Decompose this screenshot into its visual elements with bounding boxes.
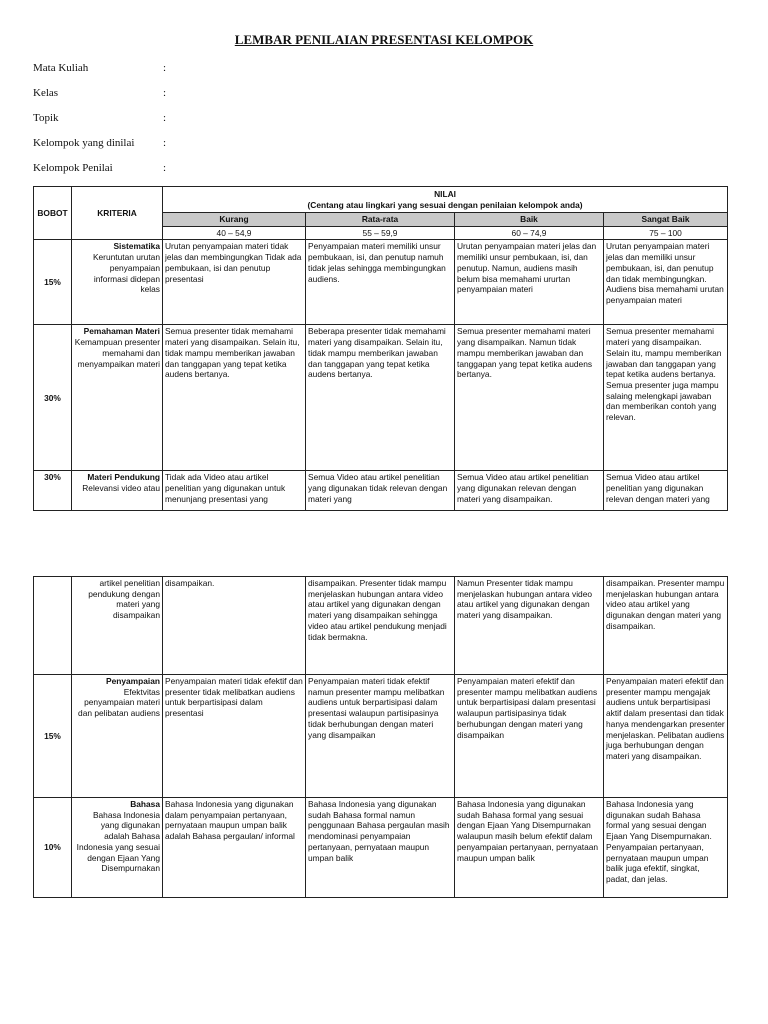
kriteria-desc: Relevansi video atau	[82, 483, 160, 494]
field-colon: :	[163, 62, 167, 74]
level-desc-cell: Bahasa Indonesia yang digunakan sudah Bahasa formal yang sesuai dengan Ejaan Yang Disempurnakan walaupun masih belum efektif dalam penyampaian pertanyaan, pernyataan maupun umpan balik	[455, 798, 604, 898]
kriteria-cell	[72, 471, 163, 511]
field-kelompok-dinilai	[33, 137, 167, 149]
kriteria-cell	[72, 240, 163, 325]
level-desc-cell: Urutan penyampaian materi jelas dan memiliki unsur pembukaan, isi, dan penutup dan tidak membingungkan. Audiens bisa memahami urutan penyampaian materi	[604, 240, 728, 325]
level-desc-cell: Beberapa presenter tidak memahami materi yang disampaikan. Selain itu, tidak mampu memberikan jawaban dan tanggapan yang tepat ketika audens bertanya.	[306, 325, 455, 471]
nilai-header	[163, 187, 728, 213]
kriteria-name: Penyampaian	[106, 676, 160, 686]
bobot-cell: 30%	[34, 471, 72, 511]
kriteria-header: KRITERIA	[72, 187, 163, 240]
table-row-materi-pendukung	[34, 471, 728, 511]
level-desc-cell: Penyampaian materi tidak efektif namun presenter mampu melibatkan audiens untuk berpartisipasi dalam presentasi walaupun partisipasinya tidak berhubungan dengan materi yang disampaikan	[306, 675, 455, 798]
table-row-bahasa	[34, 798, 728, 898]
field-colon: :	[163, 137, 167, 149]
level-desc-cell: Tidak ada Video atau artikel penelitian yang digunakan untuk menunjang presentasi yang	[163, 471, 306, 511]
page-title: LEMBAR PENILAIAN PRESENTASI KELOMPOK	[234, 32, 534, 47]
table-row-penyampaian	[34, 675, 728, 798]
level-desc-cell: disampaikan.	[163, 577, 306, 675]
field-label: Kelompok yang dinilai	[33, 137, 135, 149]
level-desc-cell: Bahasa Indonesia yang digunakan sudah Bahasa formal yang sesuai dengan Ejaan Yang Disempurnakan. Penyampaian pertanyaan, pernyataan maupun umpan balik juga efektif, singkat, padat, dan jelas.	[604, 798, 728, 898]
kriteria-name: Bahasa	[130, 799, 160, 809]
level-desc-cell: Namun Presenter tidak mampu menjelaskan hubungan antara video atau artikel yang digunakan dengan materi yang disampaikan.	[455, 577, 604, 675]
bobot-cell: 15%	[34, 240, 72, 325]
level-desc-cell: Bahasa Indonesia yang digunakan sudah Bahasa formal namun penggunaan Bahasa pergaulan masih mendominasi penyampaian pertanyaan, pernyataan maupun umpan balik	[306, 798, 455, 898]
level-range: 60 – 74,9	[455, 226, 604, 240]
level-desc-cell: Urutan penyampaian materi tidak jelas dan membingungkan Tidak ada pembukaan, isi dan penutup presentasi	[163, 240, 306, 325]
bobot-header: BOBOT	[34, 187, 72, 240]
kriteria-cell	[72, 577, 163, 675]
field-colon: :	[163, 162, 167, 174]
kriteria-desc: Kemampuan presenter memahami dan menyampaikan materi	[74, 337, 160, 369]
level-desc-cell: Penyampaian materi efektif dan presenter mampu mengajak audiens untuk berpartisipasi aktif dalam presentasi dan tidak hanya mendengarkan presenter menjelaskan. Pelibatan audiens juga berhubungan dengan materi yang disampaikan.	[604, 675, 728, 798]
field-kelas	[33, 87, 167, 99]
level-name: Baik	[455, 213, 604, 227]
level-desc-cell: Semua Video atau artikel penelitian yang digunakan relevan dengan materi yang disampaikan.	[455, 471, 604, 511]
table-row-materi-pendukung-cont	[34, 577, 728, 675]
field-colon: :	[163, 87, 167, 99]
rubric-table-part-2	[33, 576, 728, 898]
kriteria-name: Materi Pendukung	[87, 472, 160, 483]
kriteria-desc: Bahasa Indonesia yang digunakan adalah Bahasa Indonesia yang sesuai dengan Ejaan Yang Disempurnakan	[76, 809, 160, 874]
bobot-cell: 30%	[34, 325, 72, 471]
field-topik	[33, 112, 167, 124]
bobot-cell: 10%	[34, 798, 72, 898]
level-desc-cell: disampaikan. Presenter tidak mampu menjelaskan hubungan antara video atau artikel yang digunakan dengan materi yang disampaikan sehingga video atau artikel pendukung menjadi tidak bermakna.	[306, 577, 455, 675]
level-name: Rata-rata	[306, 213, 455, 227]
kriteria-cell	[72, 798, 163, 898]
field-label: Mata Kuliah	[33, 62, 89, 74]
level-range: 75 – 100	[604, 226, 728, 240]
kriteria-name: Sistematika	[113, 241, 160, 252]
table-row-pemahaman-materi	[34, 325, 728, 471]
level-name: Kurang	[163, 213, 306, 227]
level-desc-cell: Semua presenter memahami materi yang disampaikan. Namun tidak mampu memberikan jawaban dan tanggapan yang tepat ketika audens bertanya.	[455, 325, 604, 471]
field-label: Topik	[33, 112, 59, 124]
bobot-cell: 15%	[34, 675, 72, 798]
nilai-subtitle: (Centang atau lingkari yang sesuai dengan penilaian kelompok anda)	[307, 199, 583, 210]
level-name: Sangat Baik	[604, 213, 728, 227]
table-row-sistematika	[34, 240, 728, 325]
level-desc-cell: Bahasa Indonesia yang digunakan dalam penyampaian pertanyaan, pernyataan maupun umpan balik adalah Bahasa pergaulan/ informal	[163, 798, 306, 898]
field-label: Kelompok Penilai	[33, 162, 113, 174]
kriteria-name: Pemahaman Materi	[83, 326, 160, 337]
kriteria-desc: Efektvitas penyampaian materi dan pelibatan audiens	[78, 686, 160, 719]
level-desc-cell: Semua presenter tidak memahami materi yang disampaikan. Selain itu, tidak mampu memberikan jawaban dan tanggapan yang tepat ketika audens bertanya.	[163, 325, 306, 471]
kriteria-desc: Keruntutan urutan penyampaian informasi didepan kelas	[92, 252, 160, 295]
kriteria-cell	[72, 325, 163, 471]
level-desc-cell: Semua presenter memahami materi yang disampaikan. Selain itu, mampu memberikan jawaban dan tanggapan yang tepat ketika audens bertanya. Semua presenter juga mampu salaing melengkapi jawaban dan memberikan contoh yang relevan.	[604, 325, 728, 471]
level-desc-cell: Semua Video atau artikel penelitian yang digunakan relevan dengan materi yang	[604, 471, 728, 511]
bobot-cell	[34, 577, 72, 675]
nilai-title: NILAI	[434, 188, 456, 199]
level-desc-cell: disampaikan. Presenter mampu menjelaskan hubungan antara video atau artikel yang digunakan dengan materi yang disampaikan.	[604, 577, 728, 675]
field-colon: :	[163, 112, 167, 124]
level-range: 40 – 54,9	[163, 226, 306, 240]
level-desc-cell: Penyampaian materi memiliki unsur pembukaan, isi, dan penutup namuh tidak jelas sehingga membingungkan audiens.	[306, 240, 455, 325]
field-kelompok-penilai	[33, 162, 167, 174]
level-desc-cell: Urutan penyampaian materi jelas dan memiliki unsur pembukaan, isi, dan penutup. Namun, audiens masih belum bisa memahami ururtan penyampaian materi	[455, 240, 604, 325]
field-mata-kuliah	[33, 62, 167, 74]
level-desc-cell: Penyampaian materi efektif dan presenter mampu melibatkan audiens untuk berpartisipasi dalam presentasi walaupun partisipasinya tidak berhubungan dengan materi yang disampaikan	[455, 675, 604, 798]
level-range: 55 – 59,9	[306, 226, 455, 240]
kriteria-desc: artikel penelitian pendukung dengan materi yang disampaikan	[88, 578, 160, 621]
level-desc-cell: Penyampaian materi tidak efektif dan presenter tidak melibatkan audiens untuk berpartisipasi dalam presentasi	[163, 675, 306, 798]
field-label: Kelas	[33, 87, 59, 99]
rubric-table-part-1	[33, 186, 728, 511]
level-desc-cell: Semua Video atau artikel penelitian yang digunakan tidak relevan dengan materi yang	[306, 471, 455, 511]
kriteria-cell	[72, 675, 163, 798]
